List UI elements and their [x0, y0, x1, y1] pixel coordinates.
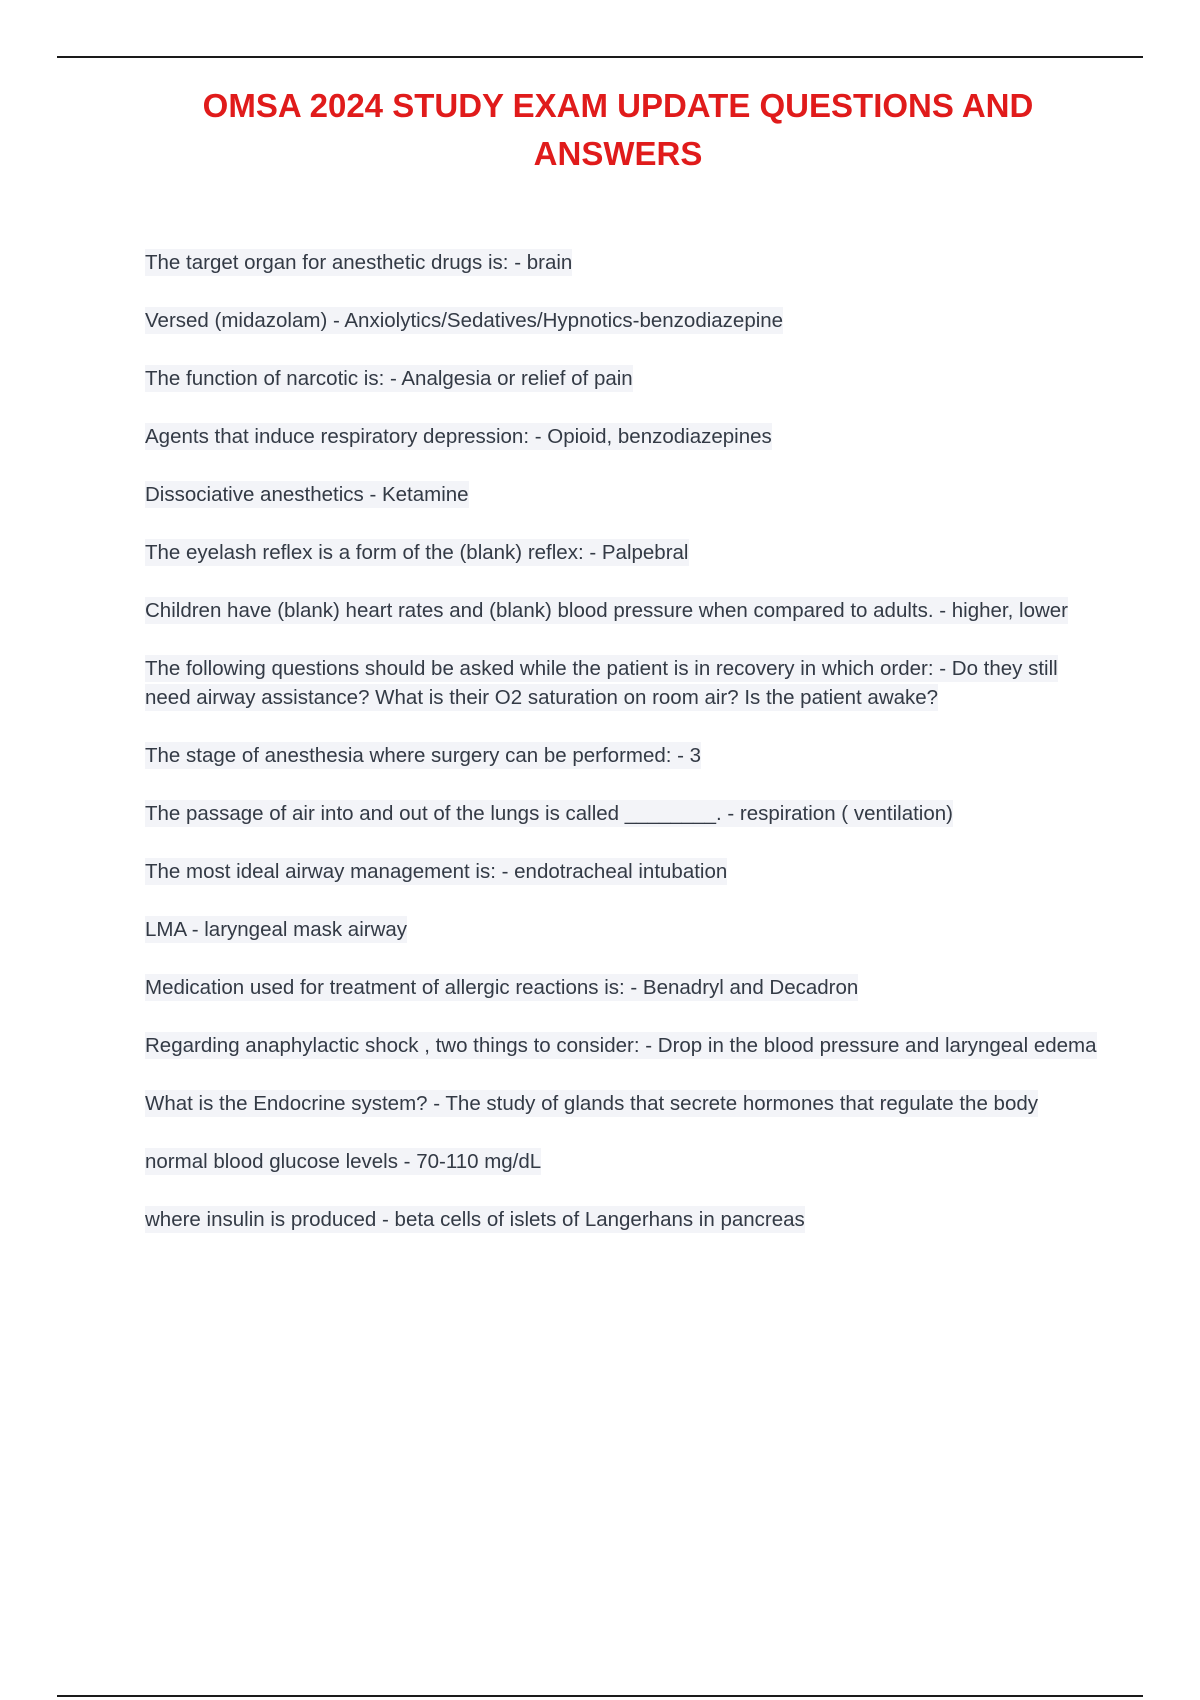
qa-item	[145, 306, 1100, 335]
document-title: OMSA 2024 STUDY EXAM UPDATE QUESTIONS AND ANSWERS	[202, 87, 1034, 172]
qa-item	[145, 422, 1100, 451]
qa-text: LMA - laryngeal mask airway	[145, 918, 408, 941]
qa-list	[145, 248, 1100, 1263]
qa-item	[145, 915, 1100, 944]
qa-text: The function of narcotic is: - Analgesia or relief of pain	[145, 367, 633, 390]
qa-text: where insulin is produced - beta cells of islets of Langerhans in pancreas	[145, 1208, 805, 1231]
qa-text: The most ideal airway management is: - endotracheal intubation	[145, 860, 728, 883]
qa-text: The target organ for anesthetic drugs is: - brain	[145, 251, 573, 274]
qa-text: What is the Endocrine system? - The study of glands that secrete hormones that regulate the body	[145, 1092, 1039, 1115]
qa-text: Dissociative anesthetics - Ketamine	[145, 483, 469, 506]
qa-item	[145, 364, 1100, 393]
qa-item	[145, 1031, 1100, 1060]
qa-item	[145, 596, 1100, 625]
qa-text: normal blood glucose levels - 70-110 mg/dL	[145, 1150, 542, 1173]
qa-text: Agents that induce respiratory depression: - Opioid, benzodiazepines	[145, 425, 772, 448]
qa-item	[145, 248, 1100, 277]
qa-text: The eyelash reflex is a form of the (blank) reflex: - Palpebral	[145, 541, 689, 564]
top-rule	[57, 56, 1143, 58]
qa-text: Versed (midazolam) - Anxiolytics/Sedatives/Hypnotics-benzodiazepine	[145, 309, 784, 332]
qa-item	[145, 973, 1100, 1002]
qa-text: Regarding anaphylactic shock , two things to consider: - Drop in the blood pressure and laryngeal edema	[145, 1034, 1097, 1057]
qa-item	[145, 857, 1100, 886]
qa-item	[145, 1147, 1100, 1176]
qa-text: Medication used for treatment of allergic reactions is: - Benadryl and Decadron	[145, 976, 859, 999]
qa-text: The following questions should be asked while the patient is in recovery in which order: - Do they still need airway assistance? What is their O2 saturation on room air? Is the patient awake?	[145, 657, 1058, 709]
qa-item	[145, 654, 1100, 712]
bottom-rule	[57, 1695, 1143, 1697]
qa-text: The passage of air into and out of the lungs is called ________. - respiration ( ventilation)	[145, 802, 953, 825]
qa-item	[145, 1089, 1100, 1118]
qa-item	[145, 741, 1100, 770]
qa-text: The stage of anesthesia where surgery can be performed: - 3	[145, 744, 702, 767]
qa-item	[145, 799, 1100, 828]
qa-item	[145, 538, 1100, 567]
qa-item	[145, 480, 1100, 509]
qa-item	[145, 1205, 1100, 1234]
qa-text: Children have (blank) heart rates and (blank) blood pressure when compared to adults. - higher, lower	[145, 599, 1069, 622]
